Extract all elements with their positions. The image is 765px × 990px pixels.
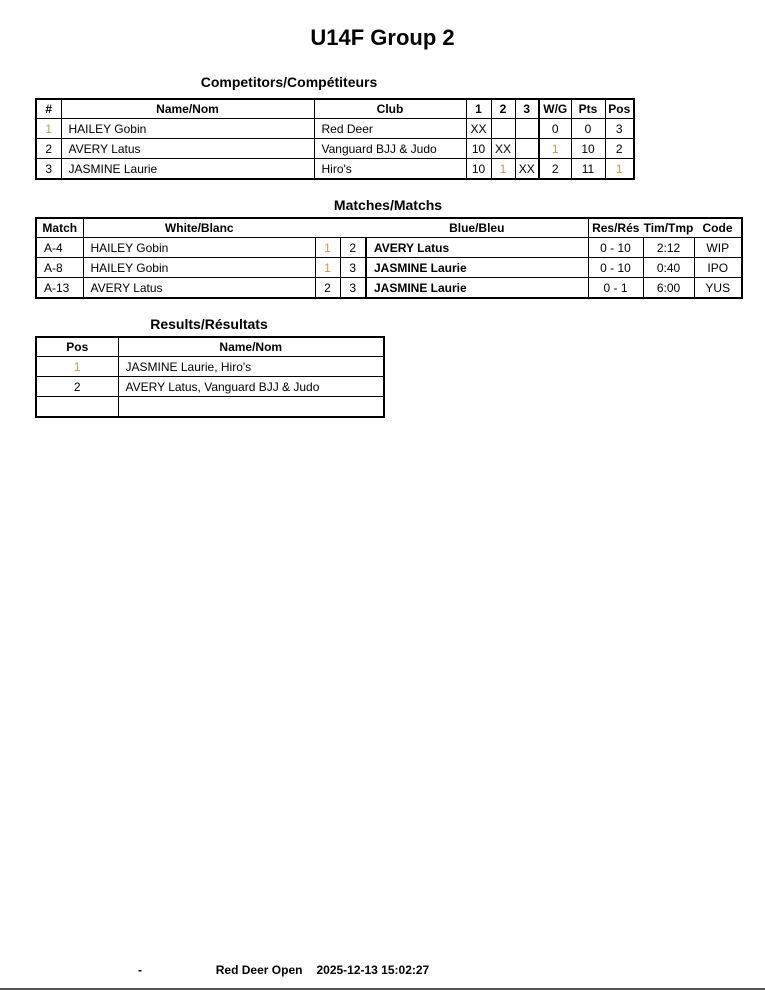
result-name xyxy=(118,397,384,418)
result-vs-3 xyxy=(515,139,539,159)
result-row xyxy=(36,377,384,397)
competitor-name: AVERY Latus xyxy=(61,139,314,159)
competitor-wins: 1 xyxy=(539,139,571,159)
col-header-opp2: 2 xyxy=(491,99,515,119)
match-time: 2:12 xyxy=(643,238,694,258)
match-row xyxy=(36,278,742,299)
footer-event-name: Red Deer Open xyxy=(215,963,303,977)
col-header-number: # xyxy=(36,99,61,119)
white-competitor: HAILEY Gobin xyxy=(83,238,315,258)
match-id: A-4 xyxy=(36,238,83,258)
col-header-wins: W/G xyxy=(539,99,571,119)
result-row xyxy=(36,397,384,418)
blue-competitor: JASMINE Laurie xyxy=(366,258,588,278)
col-header-code: Code xyxy=(694,218,742,238)
col-header-opp3: 3 xyxy=(515,99,539,119)
col-header-match: Match xyxy=(36,218,83,238)
matches-header-row xyxy=(36,218,742,238)
blue-number: 3 xyxy=(340,258,366,278)
competitor-points: 0 xyxy=(571,119,605,139)
match-result: 0 - 1 xyxy=(588,278,643,299)
competitor-points: 10 xyxy=(571,139,605,159)
col-header-white-num xyxy=(315,218,340,238)
footer xyxy=(100,963,545,977)
results-header-row xyxy=(36,337,384,357)
col-header-blue: Blue/Bleu xyxy=(366,218,588,238)
competitor-name: JASMINE Laurie xyxy=(61,159,314,180)
competitor-number: 1 xyxy=(36,119,61,139)
col-header-blue-num xyxy=(340,218,366,238)
competitor-row xyxy=(36,119,634,139)
competitor-position: 1 xyxy=(605,159,634,180)
competitor-position: 3 xyxy=(605,119,634,139)
result-vs-2: 1 xyxy=(491,159,515,180)
white-competitor: HAILEY Gobin xyxy=(83,258,315,278)
white-competitor: AVERY Latus xyxy=(83,278,315,299)
col-header-pos: Pos xyxy=(36,337,118,357)
results-heading: Results/Résultats xyxy=(150,316,268,332)
result-vs-1: 10 xyxy=(466,139,491,159)
result-vs-2 xyxy=(491,119,515,139)
match-code: WIP xyxy=(694,238,742,258)
competitor-wins: 2 xyxy=(539,159,571,180)
result-position: 2 xyxy=(36,377,118,397)
match-code: IPO xyxy=(694,258,742,278)
competitor-position: 2 xyxy=(605,139,634,159)
blue-competitor: JASMINE Laurie xyxy=(366,278,588,299)
footer-timestamp: 2025-12-13 15:02:27 xyxy=(316,963,430,977)
result-name: AVERY Latus, Vanguard BJJ & Judo xyxy=(118,377,384,397)
matches-heading: Matches/Matchs xyxy=(333,197,443,213)
competitor-number: 3 xyxy=(36,159,61,180)
match-code: YUS xyxy=(694,278,742,299)
match-row xyxy=(36,258,742,278)
blue-number: 3 xyxy=(340,278,366,299)
white-number: 2 xyxy=(315,278,340,299)
competitor-points: 11 xyxy=(571,159,605,180)
footer-page-marker: - xyxy=(138,963,142,977)
result-vs-3 xyxy=(515,119,539,139)
competitor-club: Vanguard BJJ & Judo xyxy=(314,139,466,159)
result-vs-1: 10 xyxy=(466,159,491,180)
competitor-row xyxy=(36,139,634,159)
results-table xyxy=(35,336,385,418)
match-result: 0 - 10 xyxy=(588,258,643,278)
match-id: A-13 xyxy=(36,278,83,299)
result-row xyxy=(36,357,384,377)
col-header-name: Name/Nom xyxy=(118,337,384,357)
result-vs-3: XX xyxy=(515,159,539,180)
match-time: 0:40 xyxy=(643,258,694,278)
competitor-row xyxy=(36,159,634,180)
competitor-club: Hiro's xyxy=(314,159,466,180)
match-time: 6:00 xyxy=(643,278,694,299)
col-header-club: Club xyxy=(314,99,466,119)
col-header-result: Res/Rés xyxy=(588,218,643,238)
competitors-header-row xyxy=(36,99,634,119)
result-vs-2: XX xyxy=(491,139,515,159)
competitor-name: HAILEY Gobin xyxy=(61,119,314,139)
page-title: U14F Group 2 xyxy=(310,25,455,50)
competitors-heading: Competitors/Compétiteurs xyxy=(200,74,378,90)
col-header-points: Pts xyxy=(571,99,605,119)
match-id: A-8 xyxy=(36,258,83,278)
competitor-wins: 0 xyxy=(539,119,571,139)
competitor-club: Red Deer xyxy=(314,119,466,139)
competitor-number: 2 xyxy=(36,139,61,159)
white-number: 1 xyxy=(315,238,340,258)
competitors-table xyxy=(35,98,635,180)
col-header-name: Name/Nom xyxy=(61,99,314,119)
match-row xyxy=(36,238,742,258)
result-position xyxy=(36,397,118,418)
result-vs-1: XX xyxy=(466,119,491,139)
result-position: 1 xyxy=(36,357,118,377)
col-header-time: Tim/Tmp xyxy=(643,218,694,238)
blue-number: 2 xyxy=(340,238,366,258)
col-header-position: Pos xyxy=(605,99,634,119)
matches-table xyxy=(35,217,743,299)
match-result: 0 - 10 xyxy=(588,238,643,258)
col-header-white: White/Blanc xyxy=(83,218,315,238)
col-header-opp1: 1 xyxy=(466,99,491,119)
blue-competitor: AVERY Latus xyxy=(366,238,588,258)
white-number: 1 xyxy=(315,258,340,278)
result-name: JASMINE Laurie, Hiro's xyxy=(118,357,384,377)
